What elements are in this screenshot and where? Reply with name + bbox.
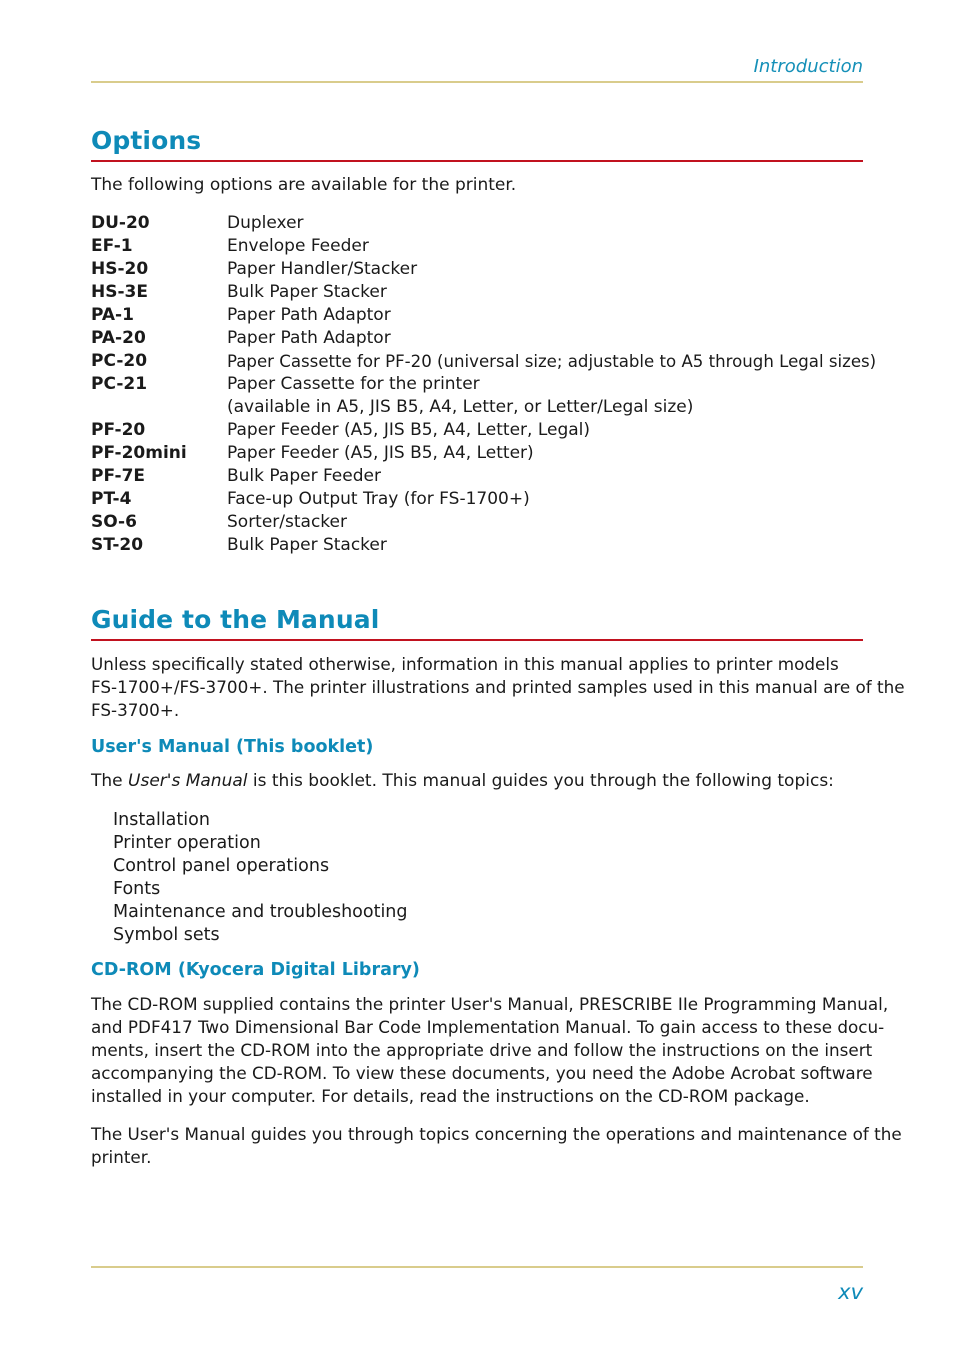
option-description: Face-up Output Tray (for FS-1700+) [227, 489, 530, 509]
option-description: Paper Path Adaptor [227, 328, 391, 348]
option-row [91, 327, 863, 350]
option-description: Sorter/stacker [227, 512, 347, 532]
topics-list [113, 809, 408, 947]
footer-rule [91, 1266, 863, 1268]
cdrom-paragraph-1 [91, 993, 889, 1108]
list-item: Fonts [113, 879, 161, 899]
options-list [91, 212, 877, 557]
options-heading-rule [91, 160, 863, 162]
option-code: PC-20 [91, 351, 148, 371]
running-header-title: Introduction [753, 56, 863, 77]
paragraph-line: The CD-ROM supplied contains the printer User's Manual, PRESCRIBE IIe Programming Manual, [91, 994, 889, 1014]
option-code [91, 396, 227, 419]
option-code: PF-20 [91, 420, 146, 440]
list-item: Symbol sets [113, 925, 220, 945]
option-description: Duplexer [227, 213, 304, 233]
guide-intro-line: Unless specifically stated otherwise, information in this manual applies to printer models [91, 654, 839, 674]
list-item: Installation [113, 810, 210, 830]
option-row [91, 442, 863, 465]
option-row [91, 304, 863, 327]
guide-heading-rule [91, 639, 863, 641]
users-manual-heading: User's Manual (This booklet) [91, 737, 374, 757]
list-item: Printer operation [113, 833, 261, 853]
option-code: ST-20 [91, 535, 144, 555]
option-code: EF-1 [91, 236, 133, 256]
guide-intro-line: FS-1700+/FS-3700+. The printer illustrations and printed samples used in this manual are of the [91, 677, 905, 697]
option-description: Paper Feeder (A5, JIS B5, A4, Letter, Legal) [227, 420, 591, 440]
guide-intro [91, 653, 905, 722]
option-row-continuation [91, 396, 863, 419]
option-code: HS-3E [91, 282, 148, 302]
options-heading: Options [91, 126, 202, 155]
option-description: Paper Cassette for PF-20 (universal size; adjustable to A5 through Legal sizes) [227, 352, 877, 371]
paragraph-line: accompanying the CD-ROM. To view these documents, you need the Adobe Acrobat software [91, 1063, 873, 1083]
option-code: HS-20 [91, 259, 149, 279]
option-description: Paper Path Adaptor [227, 305, 391, 325]
option-code: SO-6 [91, 512, 137, 532]
paragraph-line: installed in your computer. For details, read the instructions on the CD-ROM package. [91, 1086, 810, 1106]
cdrom-heading: CD-ROM (Kyocera Digital Library) [91, 960, 420, 980]
option-code: PA-1 [91, 305, 134, 325]
option-description: Envelope Feeder [227, 236, 369, 256]
option-description: Paper Handler/Stacker [227, 259, 418, 279]
option-description: (available in A5, JIS B5, A4, Letter, or Letter/Legal size) [227, 397, 694, 417]
guide-intro-line: FS-3700+. [91, 700, 180, 720]
paragraph-line: ments, insert the CD-ROM into the appropriate drive and follow the instructions on the insert [91, 1040, 873, 1060]
option-code: PF-20mini [91, 443, 187, 463]
option-row [91, 534, 863, 557]
option-code: PF-7E [91, 466, 146, 486]
manual-page [91, 0, 905, 1349]
users-manual-text-before: The [91, 771, 129, 791]
users-manual-title-italic: User's Manual [128, 771, 248, 791]
option-row [91, 465, 863, 488]
option-description: Paper Feeder (A5, JIS B5, A4, Letter) [227, 443, 534, 463]
paragraph-line: The User's Manual guides you through topics concerning the operations and maintenance of the [91, 1124, 902, 1144]
option-row [91, 373, 863, 396]
users-manual-description [91, 770, 863, 793]
list-item: Maintenance and troubleshooting [113, 902, 408, 922]
users-manual-text-after: is this booklet. This manual guides you through the following topics: [247, 771, 834, 791]
paragraph-line: and PDF417 Two Dimensional Bar Code Implementation Manual. To gain access to these docu- [91, 1017, 885, 1037]
options-intro: The following options are available for the printer. [91, 175, 517, 195]
option-row [91, 212, 863, 235]
option-row [91, 281, 863, 304]
list-item: Control panel operations [113, 856, 330, 876]
cdrom-paragraph-2 [91, 1123, 902, 1169]
option-row [91, 419, 863, 442]
option-description: Bulk Paper Stacker [227, 282, 387, 302]
option-row [91, 258, 863, 281]
option-description: Paper Cassette for the printer [227, 374, 480, 394]
header-rule [91, 81, 863, 83]
option-description: Bulk Paper Feeder [227, 466, 381, 486]
option-row [91, 511, 863, 534]
option-code: PA-20 [91, 328, 146, 348]
paragraph-line: printer. [91, 1147, 152, 1167]
guide-heading: Guide to the Manual [91, 605, 380, 634]
option-description: Bulk Paper Stacker [227, 535, 387, 555]
option-row [91, 488, 863, 511]
option-row [91, 350, 877, 373]
option-code: DU-20 [91, 213, 150, 233]
option-code: PC-21 [91, 374, 148, 394]
option-row [91, 235, 863, 258]
page-number: xv [838, 1280, 863, 1304]
option-code: PT-4 [91, 489, 132, 509]
